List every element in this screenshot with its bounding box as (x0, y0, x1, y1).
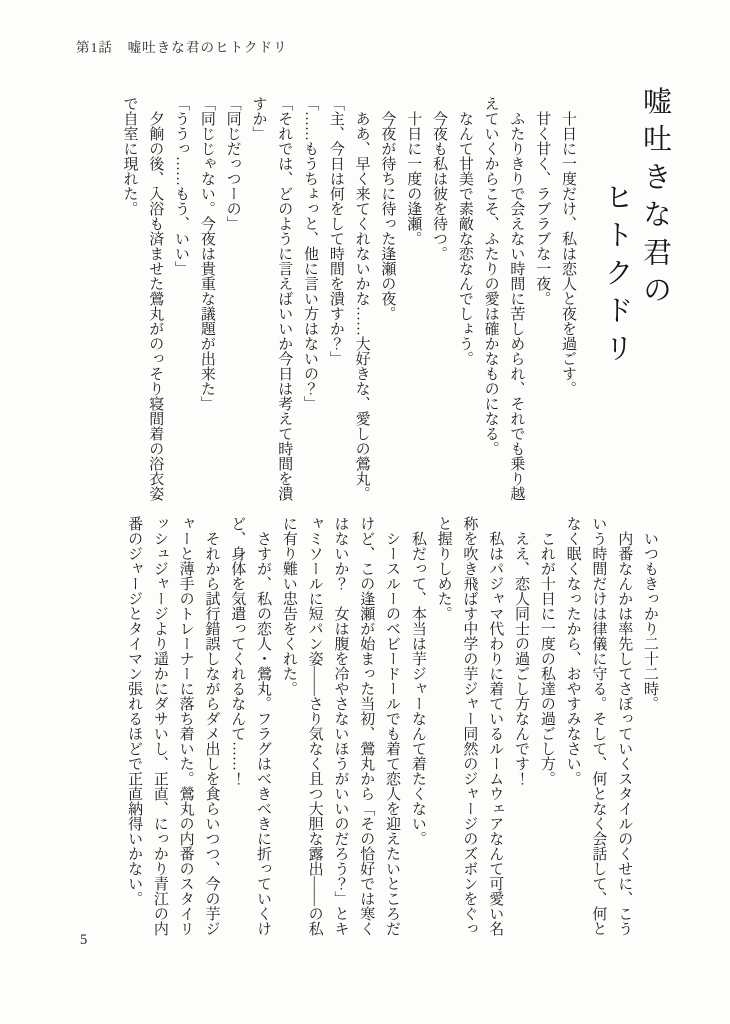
body-section-2 (120, 516, 662, 946)
title-line-1: 嘘吐きな君の (639, 86, 671, 313)
body-section-1 (116, 96, 580, 502)
paragraph: ええ、恋人同士の過ごし方なんです！ (513, 531, 530, 786)
paragraph: ふたりきりで会えない時間に苦しめられ、それでも乗り越えていくからこそ、ふたりの愛は確かなものになる。 (482, 96, 525, 501)
paragraph: ああ、早く来てくれないかな……大好きな、愛しの鶯丸。 (353, 111, 370, 501)
title-line-2: ヒトクドリ (600, 182, 633, 371)
dialogue-paragraph: 「同じじゃない。今夜は貴重な議題が出来た」 (198, 96, 215, 411)
dialogue-paragraph: 「主、今日は何をして時間を潰すか？」 (327, 96, 344, 366)
paragraph: 夕餉の後、入浴も済ませた鶯丸がのっそり寝間着の浴衣姿で自室に現れた。 (121, 96, 164, 501)
dialogue-paragraph: 「……もうちょっと、他に言い方はないの？」 (302, 96, 319, 411)
paragraph: なんて甘美で素敵な恋なんでしょう。 (456, 111, 473, 366)
dialogue-paragraph: 「ううっ……もう、いい」 (173, 96, 190, 276)
paragraph: 甘く甘く、ラブラブな一夜。 (534, 111, 551, 306)
paragraph: それから試行錯誤しながらダメ出しを食らいつつ、今の芋ジャーと薄手のトレーナーに落ち着いた。鶯丸の内番のスタイリッシュジャージより遥かにダサいし、正直、にっかり青江の内番のジャージとタイマン張れるほどで正直納得いかない。 (126, 516, 220, 936)
paragraph: 私だって、本当は芋ジャーなんて着たくない。 (409, 531, 426, 846)
running-header: 第1話 嘘吐きな君のヒトクドリ (76, 40, 288, 55)
paragraph: 私はパジャマ代わりに着ているルームウェアなんて可愛い名称を吹き飛ばす中学の芋ジャー同然のジャージのズボンをぐっと握りしめた。 (435, 516, 504, 936)
paragraph: 十日に一度だけ、私は恋人と夜を過ごす。 (560, 111, 576, 396)
paragraph: 今夜が待ちに待った逢瀬の夜。 (379, 111, 396, 321)
paragraph: 内番なんかは率先してさぼっていくスタイルのくせに、こういう時間だけは律儀に守る。そして、何となく会話して、何となく眠くなったから、おやすみなさい。 (564, 516, 633, 936)
paragraph: これが十日に一度の私達の過ごし方。 (538, 531, 555, 786)
paragraph: さすが、私の恋人・鶯丸。フラグはべきべきに折っていくけど、身体を気遣ってくれるなんて……！ (229, 516, 272, 936)
paragraph: 十日に一度の逢瀬。 (405, 111, 422, 246)
paragraph: 今夜も私は彼を待つ。 (431, 111, 448, 261)
dialogue-paragraph: 「同じだっつーの」 (224, 96, 241, 231)
paragraph: いつもきっかり二十二時。 (642, 531, 658, 711)
dialogue-paragraph: 「それでは、どのように言えばいいか今日は考えて時間を潰すか」 (250, 96, 293, 501)
book-title (597, 86, 674, 371)
paragraph: シースルーのベビードールでも着て恋人を迎えたいところだけど、この逢瀬が始まった当初、鶯丸から「その恰好では寒くはないか？ 女は腹を冷やさないほうがいいのだろう？」とキャミソールに短パン姿——さり気なく且つ大胆な露出——の私に有り難い忠告をくれた。 (280, 516, 401, 936)
page-number: 5 (80, 932, 88, 948)
